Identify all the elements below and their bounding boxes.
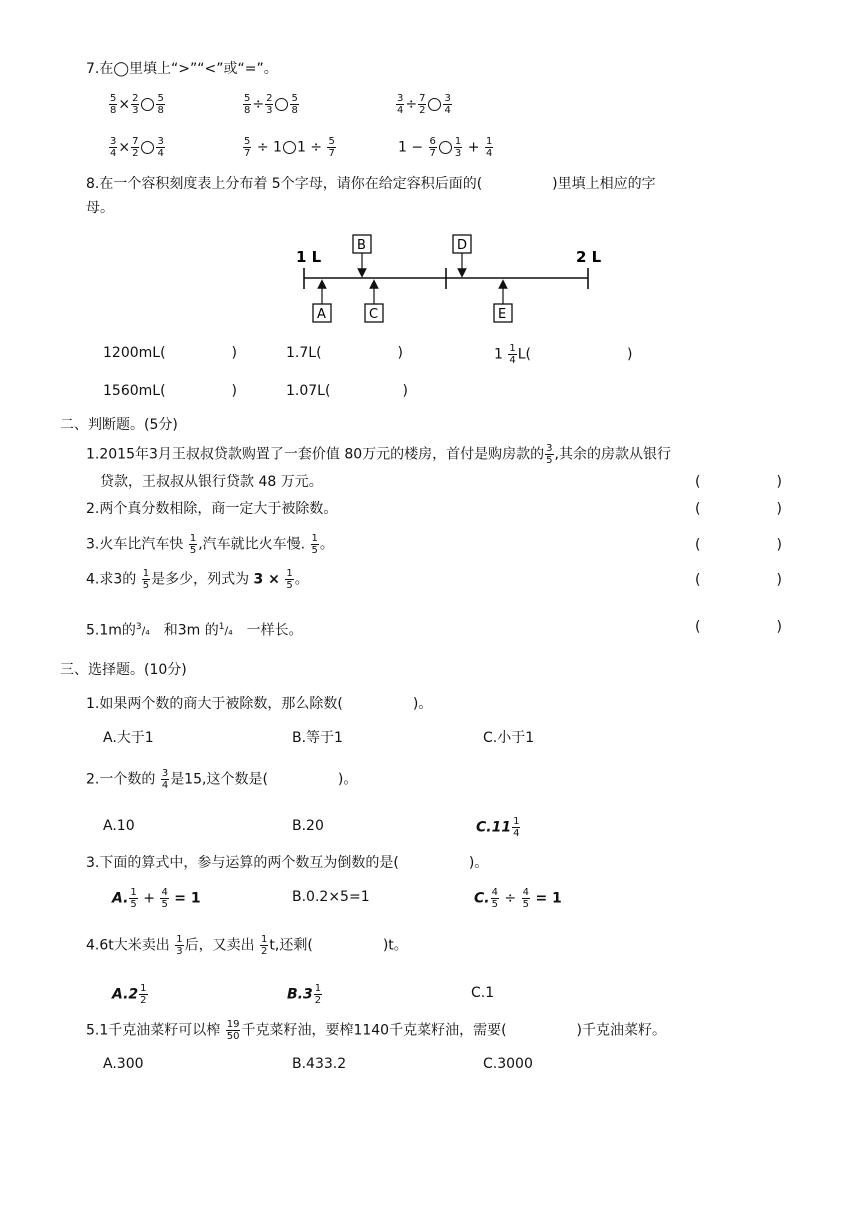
compare-circle[interactable] xyxy=(275,98,288,111)
compare-circle[interactable] xyxy=(141,98,154,111)
choice-q1-option-a[interactable]: A.大于1 xyxy=(103,730,154,746)
judge-item-4: 4.求3的 $\frac{1}{5}$ 是多少，列式为 3 × $\frac{1}{5}$ 。 xyxy=(86,568,309,591)
blank-1200ml[interactable]: 1200mL( ) xyxy=(103,345,237,361)
judge-paren-1[interactable]: ( ) xyxy=(695,474,782,490)
choice-q5-stem: 5.1千克油菜籽可以榨 $\frac{19}{50}$ 千克菜籽油，要榨1140千克菜籽油，需要( )千克油菜籽。 xyxy=(86,1019,667,1042)
choice-q2-stem: 2.一个数的 $\frac{3}{4}$ 是15,这个数是( )。 xyxy=(86,768,358,791)
choice-q1-option-b[interactable]: B.等于1 xyxy=(292,730,343,746)
q7-expr-2: $\frac{5}{8}$ ÷ $\frac{2}{3}$ $\frac{5}{8}$ xyxy=(244,93,298,116)
scale-right-label: 2 L xyxy=(576,248,602,266)
choice-q3-stem: 3.下面的算式中，参与运算的两个数互为倒数的是( )。 xyxy=(86,855,489,871)
blank-1-07l[interactable]: 1.07L( ) xyxy=(286,383,408,399)
compare-circle[interactable] xyxy=(141,141,154,154)
judge-paren-3[interactable]: ( ) xyxy=(695,537,782,553)
section3-heading: 三、选择题。(10分) xyxy=(60,662,187,678)
judge-paren-5[interactable]: ( ) xyxy=(695,619,782,635)
judge-item-1: 1.2015年3月王叔叔贷款购置了一套价值 80万元的楼房，首付是购房款的 $\frac{3}{5}$ ,其余的房款从银行 xyxy=(86,443,671,466)
section2-heading: 二、判断题。(5分) xyxy=(60,417,178,433)
letter-D: D xyxy=(457,238,468,253)
q7-expr-5: $\frac{5}{7}$ ÷ 1 1 ÷ $\frac{5}{7}$ xyxy=(244,136,335,159)
choice-q4-option-c[interactable]: C.1 xyxy=(471,985,495,1001)
judge-item-2: 2.两个真分数相除，商一定大于被除数。 xyxy=(86,501,338,517)
choice-q5-option-b[interactable]: B.433.2 xyxy=(292,1056,347,1072)
choice-q5-option-a[interactable]: A.300 xyxy=(103,1056,144,1072)
volume-scale-diagram xyxy=(280,228,610,328)
q7-expr-1: $\frac{5}{8}$ × $\frac{2}{3}$ $\frac{5}{8}$ xyxy=(110,93,164,116)
q8-stem-line1: 8.在一个容积刻度表上分布着 5个字母，请你在给定容积后面的( )里填上相应的字 xyxy=(86,176,656,192)
choice-q4-option-b[interactable]: B.3 $\frac{1}{2}$ xyxy=(287,983,322,1006)
choice-q4-option-a[interactable]: A.2 $\frac{1}{2}$ xyxy=(112,983,147,1006)
q8-stem-line2: 母。 xyxy=(86,200,114,216)
judge-item-5: 5.1m的$^3$/₄ 和3m 的$^1$/₄ 一样长。 xyxy=(86,622,303,639)
choice-q2-option-b[interactable]: B.20 xyxy=(292,818,324,834)
judge-paren-4[interactable]: ( ) xyxy=(695,572,782,588)
choice-q2-option-c[interactable]: C.11 $\frac{1}{4}$ xyxy=(476,816,520,839)
choice-q3-option-a[interactable]: A. $\frac{1}{5}$ + $\frac{4}{5}$ = 1 xyxy=(112,887,201,910)
choice-q1-stem: 1.如果两个数的商大于被除数，那么除数( )。 xyxy=(86,696,433,712)
choice-q1-option-c[interactable]: C.小于1 xyxy=(483,730,535,746)
q7-stem: 7.在◯里填上“>”“<”或“=”。 xyxy=(86,61,278,77)
blank-1-7l[interactable]: 1.7L( ) xyxy=(286,345,403,361)
judge-item-1-line2: 贷款，王叔叔从银行贷款 48 万元。 xyxy=(100,474,323,490)
choice-q5-option-c[interactable]: C.3000 xyxy=(483,1056,533,1072)
choice-q3-option-b[interactable]: B.0.2×5=1 xyxy=(292,889,370,905)
letter-C: C xyxy=(369,307,379,322)
letter-B: B xyxy=(357,238,366,253)
q7-expr-4: $\frac{3}{4}$ × $\frac{7}{2}$ $\frac{3}{4}$ xyxy=(110,136,164,159)
scale-left-label: 1 L xyxy=(296,248,322,266)
q7-expr-6: 1 − $\frac{6}{7}$ $\frac{1}{3}$ + $\frac{1}{4}$ xyxy=(398,136,493,159)
letter-A: A xyxy=(317,307,326,322)
judge-paren-2[interactable]: ( ) xyxy=(695,501,782,517)
choice-q2-option-a[interactable]: A.10 xyxy=(103,818,135,834)
blank-1560ml[interactable]: 1560mL( ) xyxy=(103,383,237,399)
blank-1-quarter-l[interactable]: 1 $\frac{1}{4}$ L( ) xyxy=(494,343,633,366)
compare-circle[interactable] xyxy=(439,141,452,154)
q7-expr-3: $\frac{3}{4}$ ÷ $\frac{7}{2}$ $\frac{3}{4}$ xyxy=(397,93,451,116)
compare-circle[interactable] xyxy=(428,98,441,111)
choice-q4-stem: 4.6t大米卖出 $\frac{1}{3}$ 后，又卖出 $\frac{1}{2}$ t,还剩( )t。 xyxy=(86,934,408,957)
compare-circle[interactable] xyxy=(283,141,296,154)
letter-E: E xyxy=(498,307,507,322)
judge-item-3: 3.火车比汽车快 $\frac{1}{5}$ ,汽车就比火车慢. $\frac{1}{5}$ 。 xyxy=(86,533,334,556)
choice-q3-option-c[interactable]: C. $\frac{4}{5}$ ÷ $\frac{4}{5}$ = 1 xyxy=(474,887,562,910)
